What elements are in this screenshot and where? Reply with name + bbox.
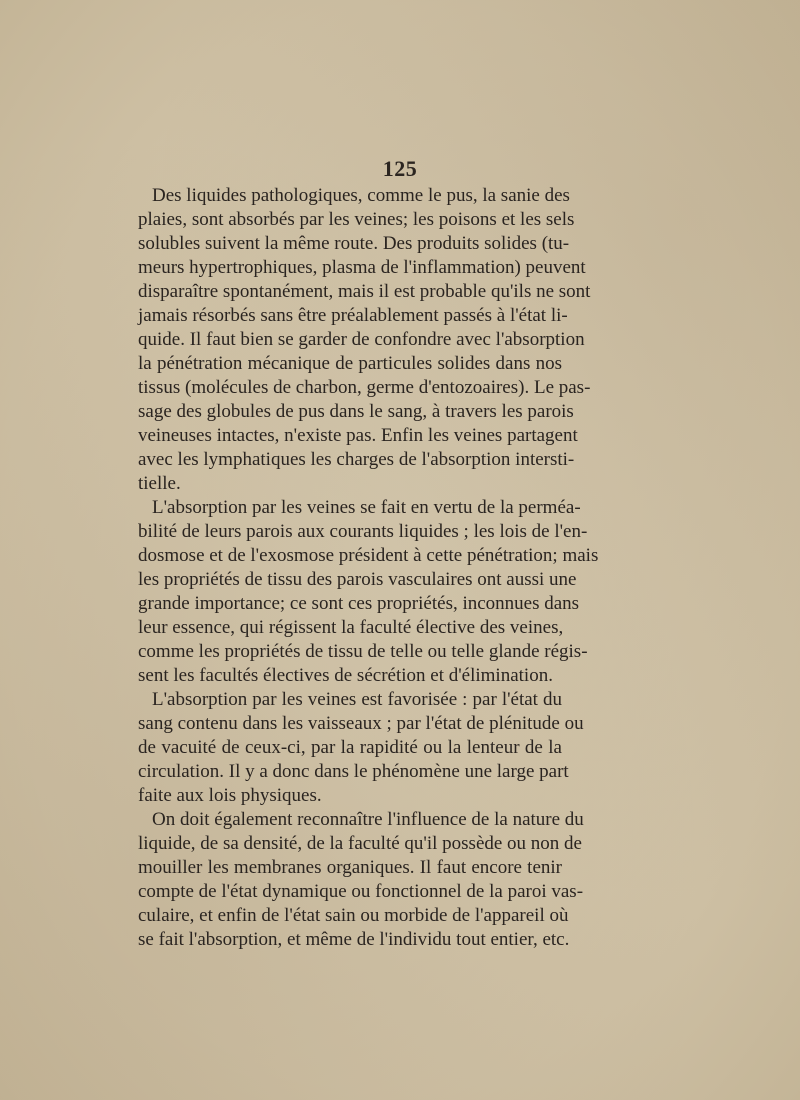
text-line: sent les facultés électives de sécrétion et d'élimination. — [138, 665, 553, 686]
text-line: dosmose et de l'exosmose président à cette pénétration; mais — [138, 545, 599, 566]
text-line: leur essence, qui régissent la faculté élective des veines, — [138, 617, 564, 638]
text-line: tissus (molécules de charbon, germe d'entozoaires). Le pas- — [138, 377, 591, 398]
text-line: avec les lymphatiques les charges de l'absorption intersti- — [138, 449, 575, 470]
text-line: se fait l'absorption, et même de l'individu tout entier, etc. — [138, 929, 570, 950]
body-text — [138, 184, 599, 952]
text-line: tielle. — [138, 473, 181, 494]
text-line: veineuses intactes, n'existe pas. Enfin les veines partagent — [138, 425, 578, 446]
text-line: Des liquides pathologiques, comme le pus, la sanie des — [152, 185, 570, 206]
text-line: jamais résorbés sans être préalablement passés à l'état li- — [138, 305, 568, 326]
text-line: mouiller les membranes organiques. Il faut encore tenir — [138, 857, 562, 878]
text-line: solubles suivent la même route. Des produits solides (tu- — [138, 233, 570, 254]
text-line: bilité de leurs parois aux courants liquides ; les lois de l'en- — [138, 521, 588, 542]
text-line: circulation. Il y a donc dans le phénomène une large part — [138, 761, 569, 782]
text-line: On doit également reconnaître l'influence de la nature du — [152, 809, 584, 830]
page-number: 125 — [382, 156, 418, 181]
text-line: quide. Il faut bien se garder de confondre avec l'absorption — [138, 329, 585, 350]
text-line: les propriétés de tissu des parois vasculaires ont aussi une — [138, 569, 577, 590]
text-line: L'absorption par les veines se fait en vertu de la perméa- — [152, 497, 581, 518]
text-line: sage des globules de pus dans le sang, à travers les parois — [138, 401, 574, 422]
text-line: culaire, et enfin de l'état sain ou morbide de l'appareil où — [138, 905, 569, 926]
text-line: grande importance; ce sont ces propriétés, inconnues dans — [138, 593, 580, 614]
text-line: de vacuité de ceux-ci, par la rapidité ou la lenteur de la — [138, 737, 562, 758]
text-line: disparaître spontanément, mais il est probable qu'ils ne sont — [138, 281, 591, 302]
text-line: sang contenu dans les vaisseaux ; par l'état de plénitude ou — [138, 713, 584, 734]
text-line: liquide, de sa densité, de la faculté qu'il possède ou non de — [138, 833, 582, 854]
text-line: compte de l'état dynamique ou fonctionnel de la paroi vas- — [138, 881, 584, 902]
text-line: L'absorption par les veines est favorisée : par l'état du — [152, 689, 562, 710]
text-line: meurs hypertrophiques, plasma de l'inflammation) peuvent — [138, 257, 586, 278]
text-line: la pénétration mécanique de particules solides dans nos — [138, 353, 562, 374]
text-line: plaies, sont absorbés par les veines; les poisons et les sels — [138, 209, 575, 230]
text-line: comme les propriétés de tissu de telle ou telle glande régis- — [138, 641, 588, 662]
text-line: faite aux lois physiques. — [138, 785, 322, 806]
